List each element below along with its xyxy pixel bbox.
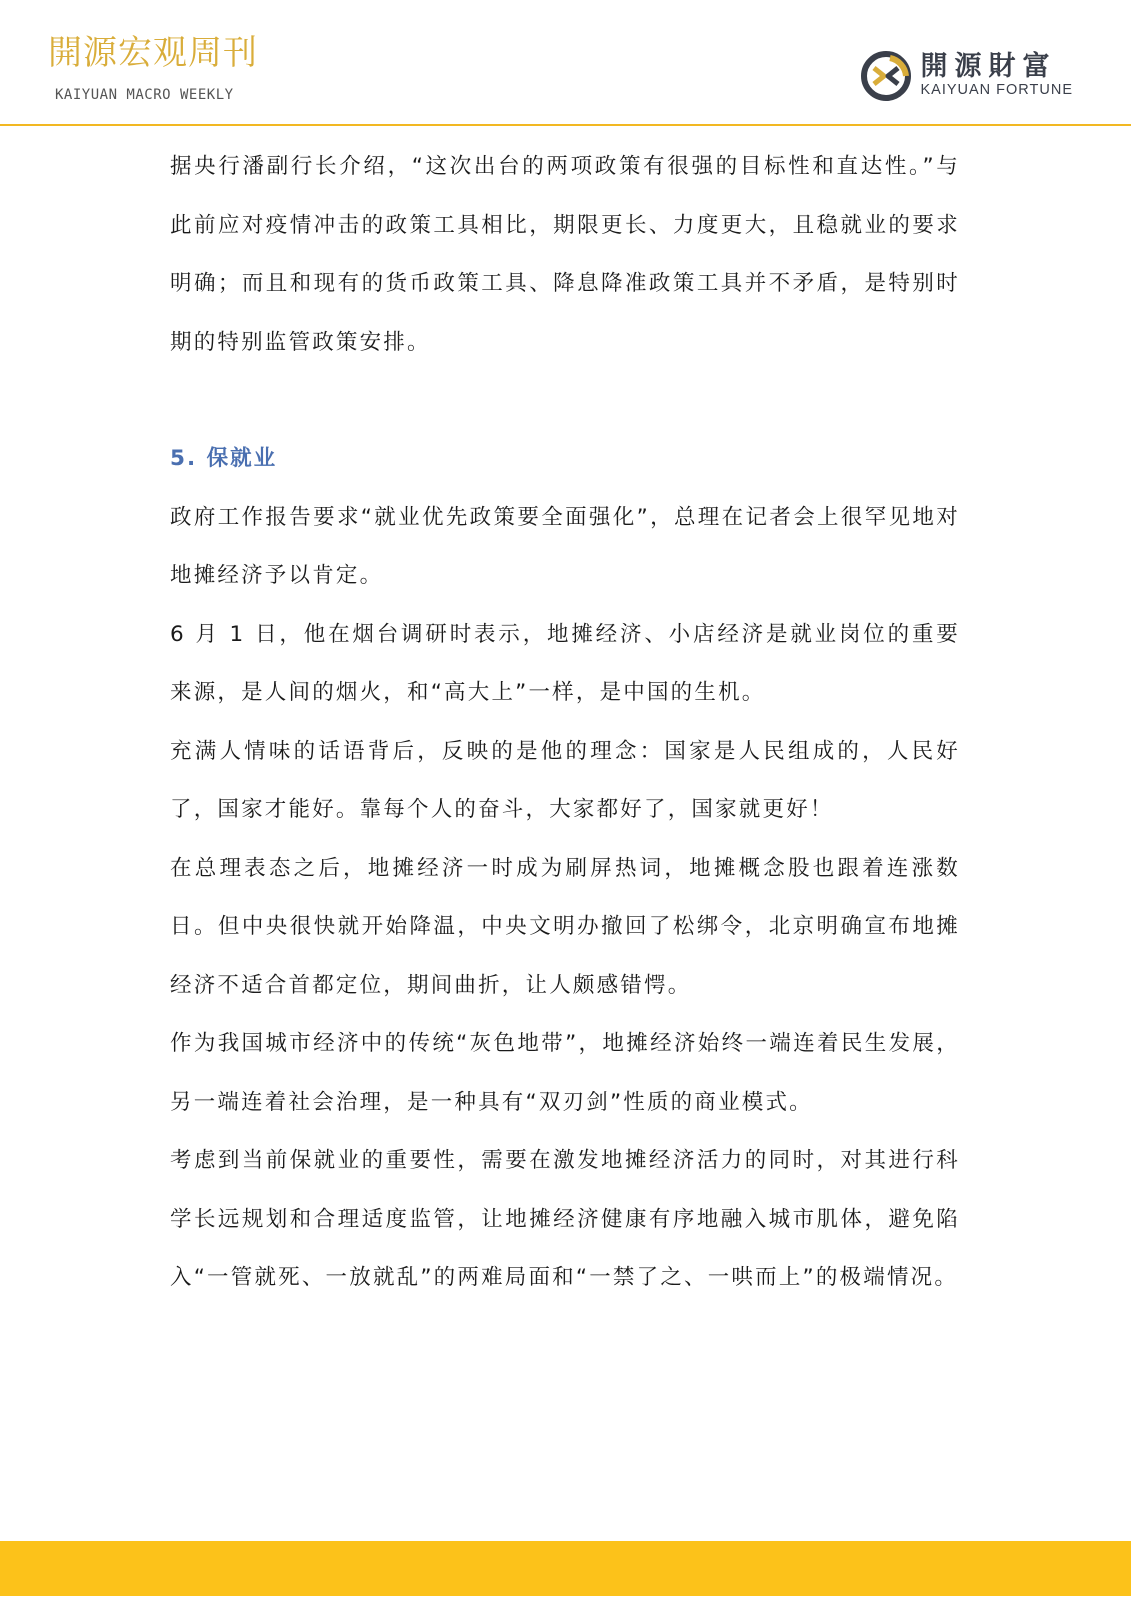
page-header bbox=[0, 0, 1131, 126]
kaiyuan-logo-icon bbox=[860, 50, 912, 102]
body-paragraph: 6 月 1 日，他在烟台调研时表示，地摊经济、小店经济是就业岗位的重要来源，是人间的烟火，和“高大上”一样，是中国的生机。 bbox=[170, 621, 960, 705]
publication-subtitle: KAIYUAN MACRO WEEKLY bbox=[55, 87, 234, 103]
section-spacer bbox=[170, 372, 960, 430]
header-divider bbox=[0, 124, 1131, 126]
body-paragraph: 在总理表态之后，地摊经济一时成为刷屏热词，地摊概念股也跟着连涨数日。但中央很快就开始降温，中央文明办撤回了松绑令，北京明确宣布地摊经济不适合首都定位，期间曲折，让人颇感错愕。 bbox=[170, 855, 960, 998]
article-body bbox=[170, 138, 960, 1308]
brand-english-name: KAIYUAN FORTUNE bbox=[920, 82, 1073, 99]
intro-paragraph: 据央行潘副行长介绍，“这次出台的两项政策有很强的目标性和直达性。”与此前应对疫情冲击的政策工具相比，期限更长、力度更大，且稳就业的要求明确；而且和现有的货币政策工具、降息降准政策工具并不矛盾，是特别时期的特别监管政策安排。 bbox=[170, 154, 960, 355]
brand-block bbox=[860, 48, 1073, 104]
body-paragraph: 考虑到当前保就业的重要性，需要在激发地摊经济活力的同时，对其进行科学长远规划和合理适度监管，让地摊经济健康有序地融入城市肌体，避免陷入“一管就死、一放就乱”的两难局面和“一禁了之、一哄而上”的极端情况。 bbox=[170, 1148, 960, 1290]
section-heading: 5. 保就业 bbox=[170, 446, 278, 471]
brand-name: 開源財富 bbox=[920, 51, 1057, 83]
body-paragraph: 作为我国城市经济中的传统“灰色地带”，地摊经济始终一端连着民生发展，另一端连着社会治理，是一种具有“双刃剑”性质的商业模式。 bbox=[170, 1031, 960, 1115]
body-paragraph: 充满人情味的话语背后，反映的是他的理念：国家是人民组成的，人民好了，国家才能好。靠每个人的奋斗，大家都好了，国家就更好！ bbox=[170, 738, 960, 822]
footer-band bbox=[0, 1541, 1131, 1596]
publication-title: 開源宏观周刊 bbox=[48, 33, 258, 73]
body-paragraph: 政府工作报告要求“就业优先政策要全面强化”，总理在记者会上很罕见地对地摊经济予以肯定。 bbox=[170, 504, 960, 588]
